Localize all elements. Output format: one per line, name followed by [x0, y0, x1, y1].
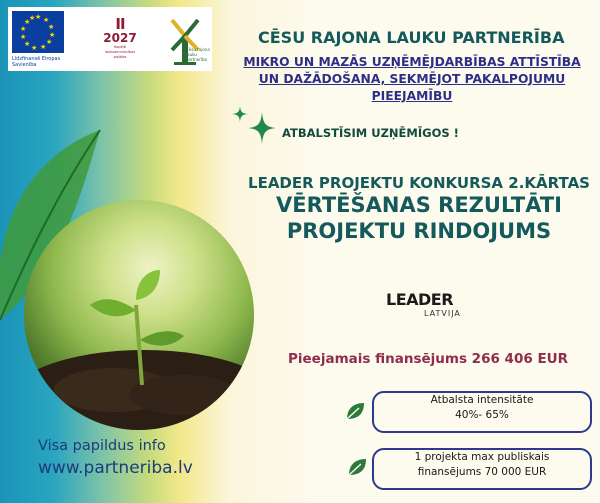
- slogan: ATBALSTĪSIM UZŅĒMĪGOS !: [282, 126, 459, 140]
- info-box-value: 40%- 65%: [455, 409, 509, 421]
- footer: [38, 436, 193, 480]
- cap-year: 2027: [103, 31, 137, 45]
- sparkle-icon: [232, 104, 278, 150]
- seedling-photo: [24, 200, 254, 430]
- results-title-line: PROJEKTU RINDOJUMS: [286, 219, 552, 243]
- cap-logo: [100, 17, 140, 60]
- info-box-max-funding: [372, 448, 592, 490]
- cap-mark: II: [115, 15, 125, 33]
- leader-logo-word: LEADER: [386, 290, 454, 309]
- subtitle-line: UN DAŽĀDOŠANA, SEKMĒJOT PAKALPOJUMU: [258, 72, 566, 86]
- info-box-value: finansējums 70 000 EUR: [417, 466, 547, 478]
- subtitle-line: PIEEJAMĪBU: [371, 89, 453, 103]
- results-title: [240, 192, 598, 244]
- info-box-label: 1 projekta max publiskais: [414, 451, 550, 463]
- info-box-intensity: [372, 391, 592, 433]
- website-link[interactable]: www.partneriba.lv: [38, 458, 193, 478]
- leader-logo: [384, 290, 480, 324]
- info-box-label: Atbalsta intensitāte: [430, 394, 534, 406]
- subtitle: [236, 54, 588, 105]
- leader-logo-sub: LATVIJA: [424, 309, 461, 318]
- results-title-line: VĒRTĒŠANAS REZULTĀTI: [276, 193, 562, 217]
- leaf-icon: [346, 456, 368, 478]
- logo-strip: [8, 7, 212, 71]
- results-heading: LEADER PROJEKTU KONKURSA 2.KĀRTAS: [248, 174, 590, 192]
- partner-caption: Cēsu rajona lauku partnerība: [186, 47, 210, 62]
- leaf-icon: [344, 400, 366, 422]
- eu-caption: Līdzfinansē Eiropas Savienība: [12, 56, 61, 68]
- available-funding: Pieejamais finansējums 266 406 EUR: [288, 351, 569, 367]
- seedling-illustration: [24, 200, 254, 430]
- cap-caption: Kopējā lauksaimniecības politika: [104, 45, 136, 59]
- footer-info-label: Visa papildus info: [38, 438, 166, 454]
- eu-flag-icon: ★ ★ ★ ★ ★ ★ ★ ★ ★ ★ ★ ★: [12, 11, 64, 53]
- org-title: CĒSU RAJONA LAUKU PARTNERĪBA: [258, 28, 565, 47]
- subtitle-line: MIKRO UN MAZĀS UZŅĒMĒJDARBĪBAS ATTĪSTĪBA: [243, 55, 581, 69]
